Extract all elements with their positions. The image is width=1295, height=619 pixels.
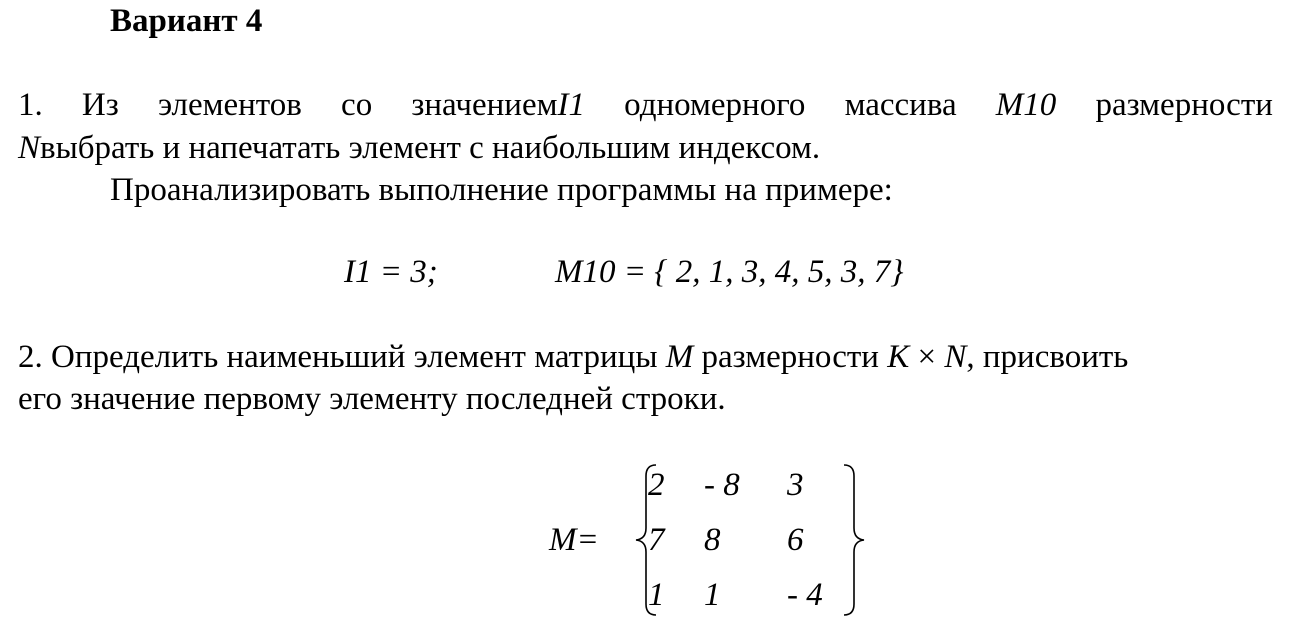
task2-times: × xyxy=(909,339,945,375)
matrix-cell: 8 xyxy=(704,522,721,558)
task1-line2-text: выбрать и напечатать элемент с наибольшим индексом. xyxy=(40,130,821,166)
var-m: M xyxy=(665,339,694,375)
task1-analyze: Проанализировать выполнение программы на примере: xyxy=(110,172,893,208)
task1-word: элементов xyxy=(157,87,302,123)
var-k: K xyxy=(887,339,910,375)
example-i1: I1 = 3; xyxy=(344,254,438,290)
var-m10: M10 xyxy=(995,87,1057,123)
task1-word: массива xyxy=(844,87,957,123)
var-n: N xyxy=(944,339,967,375)
task1-word: размерности xyxy=(1095,87,1273,123)
matrix-label: M= xyxy=(549,522,599,558)
task1-line1 xyxy=(18,85,1273,125)
matrix-cell: 1 xyxy=(704,577,721,613)
task1-value-phrase xyxy=(411,85,585,125)
matrix-cell: 3 xyxy=(787,467,804,503)
matrix-cell: 6 xyxy=(787,522,804,558)
matrix-cell: 7 xyxy=(648,522,665,558)
matrix-cell: - 4 xyxy=(787,577,823,613)
task1-number: 1. xyxy=(18,87,43,123)
task2-line2: его значение первому элементу последней строки. xyxy=(18,381,726,417)
right-brace-icon xyxy=(832,462,872,618)
task2-line1 xyxy=(18,337,1128,377)
task1-line2 xyxy=(18,128,820,168)
task1-word: Из xyxy=(81,87,119,123)
var-n: N xyxy=(18,130,41,166)
matrix-cell: 2 xyxy=(648,467,665,503)
matrix-cell: - 8 xyxy=(704,467,740,503)
task1-word: значением xyxy=(411,87,558,123)
task1-word: со xyxy=(341,87,373,123)
task1-word: одномерного xyxy=(624,87,806,123)
task2-prefix: 2. Определить наименьший элемент матрицы xyxy=(18,339,666,375)
example-m10: M10 = { 2, 1, 3, 4, 5, 3, 7} xyxy=(555,254,904,290)
variant-title: Вариант 4 xyxy=(110,3,263,39)
matrix-cell: 1 xyxy=(648,577,665,613)
var-i1: I1 xyxy=(557,87,585,123)
task2-suffix: , присвоить xyxy=(966,339,1129,375)
task2-mid: размерности xyxy=(693,339,888,375)
